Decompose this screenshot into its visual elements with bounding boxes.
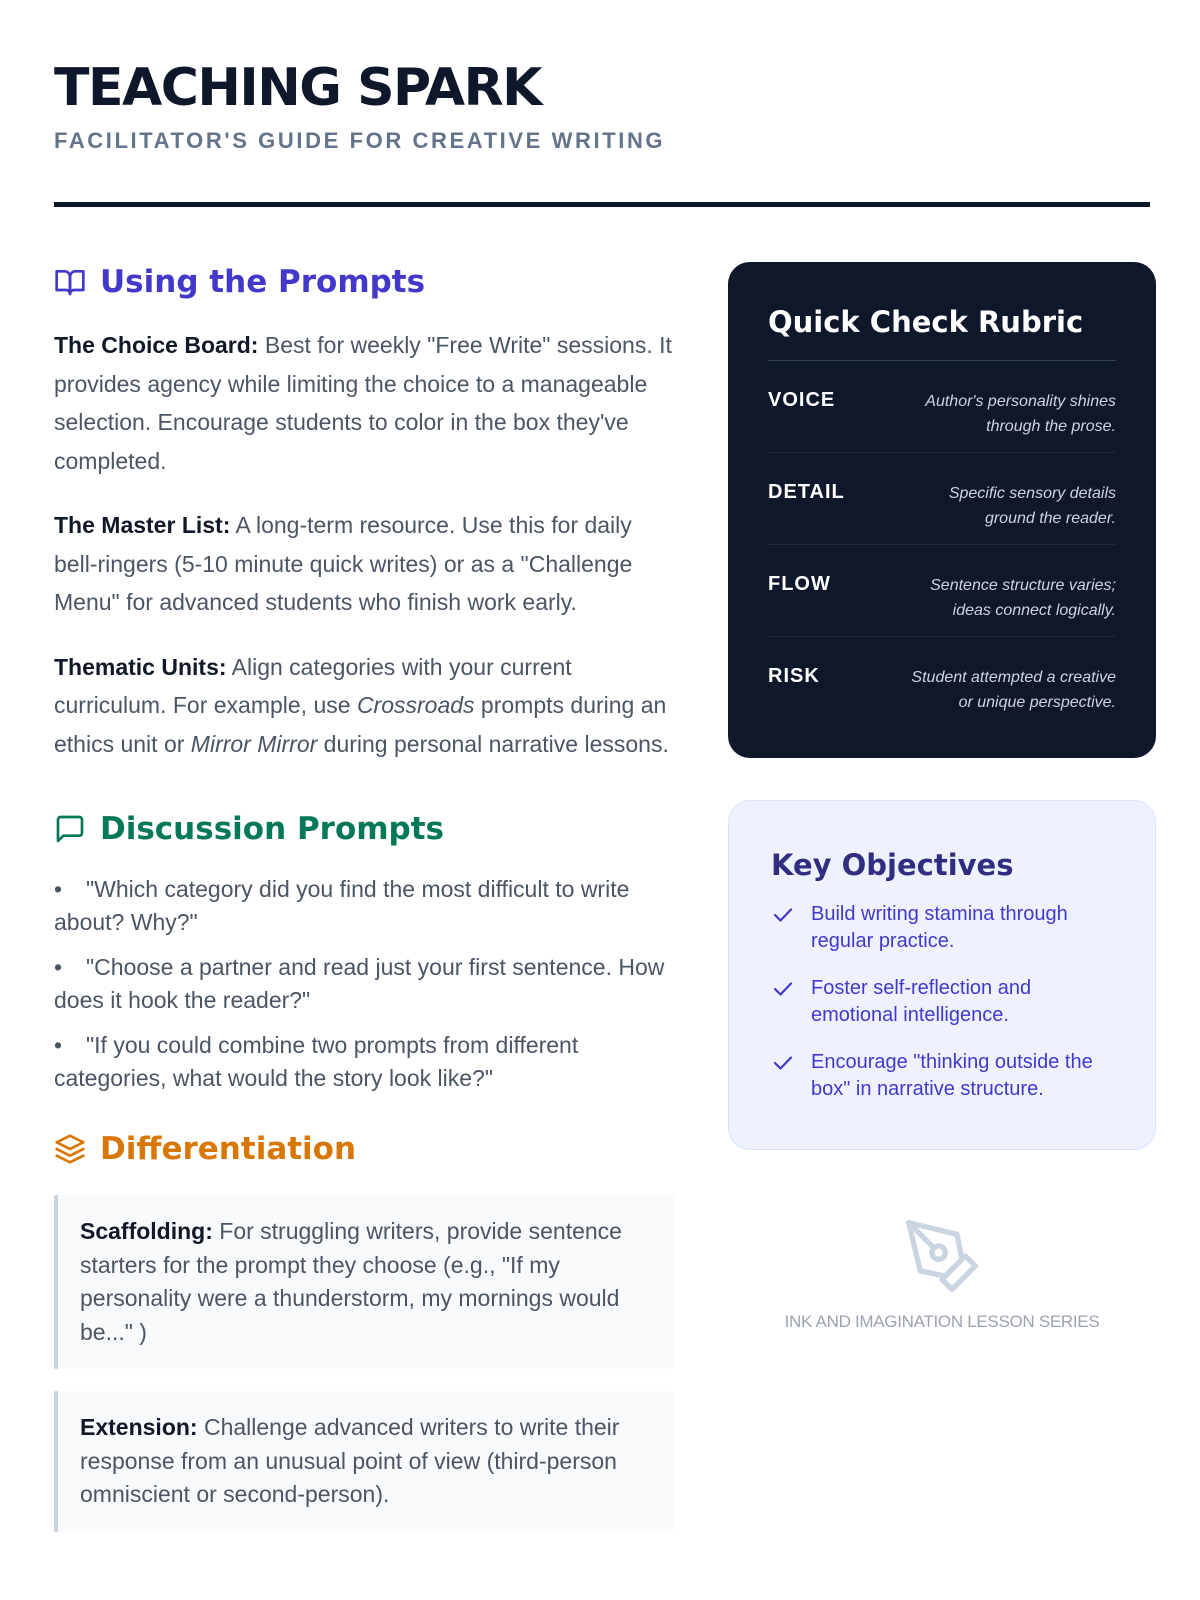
differentiation-title: Differentiation [100,1131,357,1167]
bullet: • [54,876,63,902]
rubric-description: Student attempted a creative or unique perspective. [911,669,1116,711]
extension-callout [54,1391,674,1532]
discussion-item-text: "Choose a partner and read just your first sentence. How does it hook the reader?" [54,954,665,1013]
header-divider [54,202,1150,207]
rubric-label: DETAIL [768,481,845,503]
rubric-label: VOICE [768,389,836,411]
rubric-row [768,361,1116,453]
series-mark [728,1216,1156,1332]
pen-nib-icon [902,1216,982,1296]
using-prompts-heading [54,262,674,302]
thematic-units-text-1: Align categories with your current curriculum. For example, use [54,653,572,718]
thematic-units-text-2: prompts during an ethics unit or [54,692,667,757]
rubric-label: RISK [768,665,820,687]
master-list-text: A long-term resource. Use this for daily bell-ringers (5-10 minute quick writes) or as a "Challenge Menu" for advanced students who finish work early. [54,512,633,615]
check-icon [771,903,795,927]
extension-label: Extension: [80,1414,198,1440]
scaffolding-text: For struggling writers, provide sentence starters for the prompt they choose (e.g., "If my personality were a thunderstorm, my mornings would be..." ) [80,1218,622,1345]
list-item [54,1029,674,1095]
discussion-item-text: "If you could combine two prompts from different categories, what would the story look like?" [54,1032,579,1091]
discussion-title: Discussion Prompts [100,811,445,847]
list-item [771,975,1115,1029]
page-header [54,58,1150,154]
thematic-units-label: Thematic Units: [54,653,227,680]
discussion-item-text: "Which category did you find the most difficult to write about? Why?" [54,876,630,935]
layers-icon [54,1133,86,1165]
thematic-units-paragraph [54,648,674,764]
choice-board-label: The Choice Board: [54,332,259,358]
thematic-units-text-3: during personal narrative lessons. [317,730,669,757]
list-item [771,901,1115,955]
objective-text: Encourage "thinking outside the box" in narrative structure. [811,1051,1093,1100]
book-open-icon [54,266,86,298]
objective-text: Build writing stamina through regular practice. [811,903,1068,952]
discussion-heading [54,809,674,849]
rubric-description: Sentence structure varies; ideas connect logically. [930,577,1116,619]
list-item [771,1049,1115,1103]
choice-board-text: Best for weekly "Free Write" sessions. It provides agency while limiting the choice to a manageable selection. Encourage students to color in the box they've completed. [54,332,672,474]
rubric-row [768,637,1116,729]
objectives-list [771,901,1115,1103]
scaffolding-label: Scaffolding: [80,1218,213,1244]
rubric-row [768,545,1116,637]
rubric-description: Author's personality shines through the prose. [925,393,1116,435]
scaffolding-callout [54,1195,674,1369]
choice-board-paragraph [54,326,674,480]
rubric-card [728,262,1156,758]
left-column [54,262,674,1532]
rubric-row [768,453,1116,545]
bullet: • [54,1032,63,1058]
rubric-description: Specific sensory details ground the reader. [948,485,1116,527]
page-title: TEACHING SPARK [54,58,541,118]
check-icon [771,977,795,1001]
page-subtitle: FACILITATOR'S GUIDE FOR CREATIVE WRITING [54,128,666,153]
master-list-paragraph [54,506,674,622]
list-item [54,951,674,1017]
check-icon [771,1051,795,1075]
message-square-icon [54,813,86,845]
objectives-card [728,800,1156,1150]
differentiation-heading [54,1129,674,1169]
mirror-mirror-emphasis: Mirror Mirror [190,730,318,757]
rubric-label: FLOW [768,573,831,595]
extension-text: Challenge advanced writers to write their response from an unusual point of view (third-person omniscient or second-person). [80,1414,620,1507]
bullet: • [54,954,63,980]
discussion-list [54,873,674,1095]
series-name: INK AND IMAGINATION LESSON SERIES [784,1312,1100,1331]
list-item [54,873,674,939]
master-list-label: The Master List: [54,512,231,538]
rubric-title: Quick Check Rubric [768,305,1084,339]
using-prompts-title: Using the Prompts [100,264,426,300]
objectives-title: Key Objectives [771,848,1014,882]
objective-text: Foster self-reflection and emotional intelligence. [811,977,1032,1026]
crossroads-emphasis: Crossroads [356,692,475,718]
